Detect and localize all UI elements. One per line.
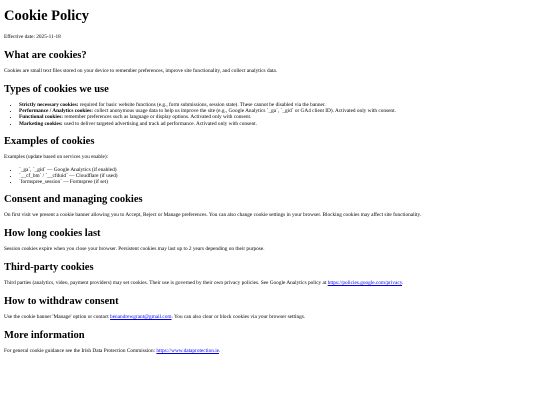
heading-withdraw-consent: How to withdraw consent xyxy=(4,296,119,308)
heading-third-party: Third-party cookies xyxy=(4,262,94,274)
withdraw-body-before: Use the cookie banner 'Manage' option or contact xyxy=(4,314,111,321)
more-info-tail: . xyxy=(219,348,221,355)
cookie-examples-list xyxy=(4,167,536,186)
contact-email-link[interactable]: benandrewgrant@gmail.com xyxy=(110,314,172,321)
heading-what-are-cookies: What are cookies? xyxy=(4,50,87,61)
list-item-label: Marketing cookies: xyxy=(19,120,63,127)
list-item-text: remember preferences such as language or display options. Activated only with consent. xyxy=(63,114,252,121)
list-item-label: Performance / Analytics cookies: xyxy=(19,108,93,115)
list-item xyxy=(19,121,536,127)
list-item-label: Functional cookies: xyxy=(19,114,63,121)
list-item-text: used to deliver targeted advertising and track ad performance. Activated only with consent. xyxy=(62,120,257,127)
heading-examples-of-cookies: Examples of cookies xyxy=(4,135,95,147)
what-are-cookies-text: Cookies are small text files stored on your device to remember preferences, improve site functionality, and collect analytics data. xyxy=(4,68,278,74)
page-title: Cookie Policy xyxy=(4,8,89,24)
heading-consent: Consent and managing cookies xyxy=(4,194,143,206)
third-party-text xyxy=(4,280,536,287)
list-item-text: collect anonymous usage data to help us improve the site (e.g., Google Analytics `_ga`, `_gid` or GA4 client ID). Activated only with consent. xyxy=(93,108,396,115)
more-info-body: For general cookie guidance see the Irish Data Protection Commission: xyxy=(4,348,157,355)
more-info-text xyxy=(4,348,536,355)
cookie-types-list xyxy=(4,102,536,127)
examples-intro: Examples (update based on services you enable): xyxy=(4,153,109,160)
effective-date: Effective date: 2025-11-18 xyxy=(4,34,61,40)
duration-text: Session cookies expire when you close your browser. Persistent cookies may last up to 2 years depending on their purpose. xyxy=(4,246,265,253)
third-party-tail: . xyxy=(402,280,404,287)
dpc-link[interactable]: https://www.dataprotection.ie xyxy=(156,348,220,355)
withdraw-text xyxy=(4,314,536,321)
list-item: • `formspree_session` — Formspree (if set) xyxy=(19,179,536,185)
heading-more-information: More information xyxy=(4,330,85,342)
consent-text: On first visit we present a cookie banner allowing you to Accept, Reject or Manage preferences. You can also change cookie settings in your browser. Blocking cookies may affect site functionality. xyxy=(4,212,422,219)
list-item-text: required for basic website functions (e.g., form submissions, session state). These cannot be disabled via the banner. xyxy=(78,102,326,108)
list-item: • `_ga`, `_gid` — Google Analytics (if enabled) xyxy=(19,167,536,173)
third-party-body: Third parties (analytics, video, payment providers) may set cookies. Their use is governed by their own privacy policies. See Google Analytics policy at xyxy=(4,280,328,287)
list-item: • `__cf_bm` / `__cfduid` — Cloudflare (if used) xyxy=(19,173,536,179)
list-item-label: Strictly necessary cookies: xyxy=(19,102,79,108)
heading-duration: How long cookies last xyxy=(4,228,101,240)
withdraw-body-after: . You can also clear or block cookies via your browser settings. xyxy=(171,314,306,321)
google-privacy-link[interactable]: https://policies.google.com/privacy xyxy=(327,280,403,287)
heading-types-of-cookies: Types of cookies we use xyxy=(4,84,109,95)
